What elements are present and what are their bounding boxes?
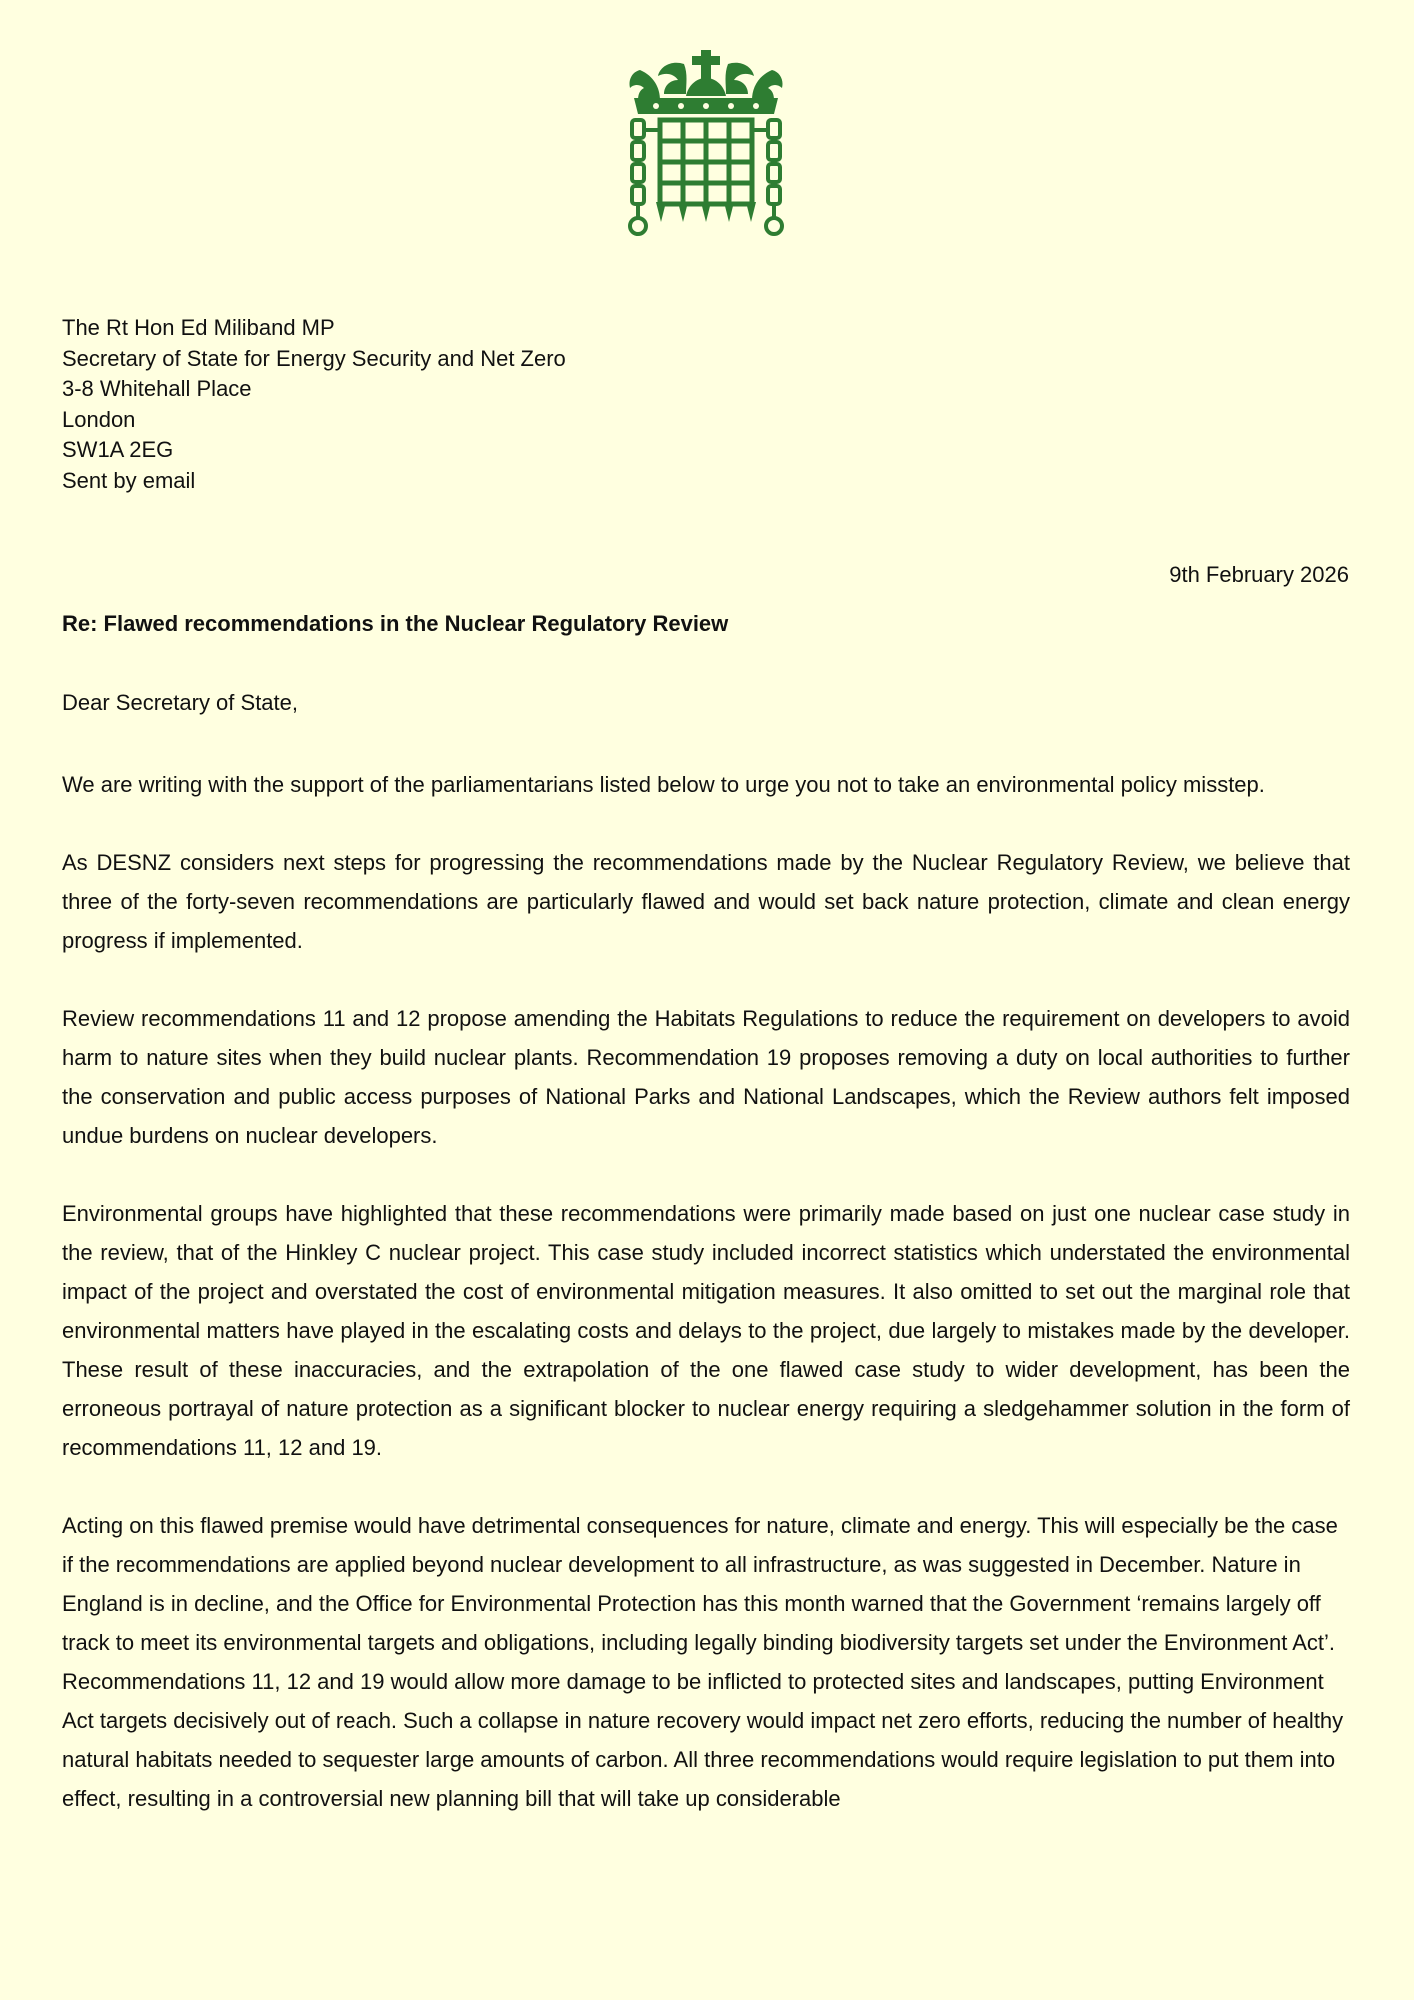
body-paragraph: As DESNZ considers next steps for progressing the recommendations made by the Nuclear Regulatory Review, we believe that three of the forty-seven recommendations are particularly flawed and would set back nature protection, climate and clean energy progress if implemented. [62,850,1350,953]
body-paragraph: Review recommendations 11 and 12 propose amending the Habitats Regulations to reduce the requirement on developers to avoid harm to nature sites when they build nuclear plants. Recommendation 19 proposes removing a duty on local authorities to further the conservation and public access purposes of National Parks and National Landscapes, which the Review authors felt imposed undue burdens on nuclear developers. [62,1006,1350,1148]
recipient-city: London [62,406,136,432]
body-paragraph: Environmental groups have highlighted that these recommendations were primarily made based on just one nuclear case study in the review, that of the Hinkley C nuclear project. This case study included incorrect statistics which understated the environmental impact of the project and overstated the cost of environmental mitigation measures. It also omitted to set out the marginal role that environmental matters have played in the escalating costs and delays to the project, due largely to mistakes made by the developer. These result of these inaccuracies, and the extrapolation of the one flawed case study to wider development, has been the erroneous portrayal of nature protection as a significant blocker to nuclear energy requiring a sledgehammer solution in the form of recommendations 11, 12 and 19. [62,1201,1350,1460]
delivery-method: Sent by email [62,467,196,493]
recipient-name: The Rt Hon Ed Miliband MP [62,315,335,340]
body-paragraph: We are writing with the support of the parliamentarians listed below to urge you not to take an environmental policy misstep. [62,772,1265,797]
portcullis-crest-icon [626,50,786,238]
recipient-street: 3-8 Whitehall Place [62,376,252,401]
recipient-address [62,313,566,496]
body-paragraph: Acting on this flawed premise would have detrimental consequences for nature, climate and energy. This will especially be the case if the recommendations are applied beyond nuclear development to all infrastructure, as was suggested in December. Nature in England is in decline, and the Office for Environmental Protection has this month warned that the Government ‘remains largely off track to meet its environmental targets and obligations, including legally binding biodiversity targets set under the Environment Act’. Recommendations 11, 12 and 19 would allow more damage to be inflicted to protected sites and landscapes, putting Environment Act targets decisively out of reach. Such a collapse in nature recovery would impact net zero efforts, reducing the number of healthy natural habitats needed to sequester large amounts of carbon. All three recommendations would require legislation to put them into effect, resulting in a controversial new planning bill that will take up considerable [62,1513,1344,1811]
letter-body [62,765,1350,1818]
recipient-title: Secretary of State for Energy Security and Net Zero [62,345,566,371]
letter-date: 9th February 2026 [1169,562,1349,587]
salutation: Dear Secretary of State, [62,690,298,715]
recipient-postcode: SW1A 2EG [62,437,174,462]
letter-subject: Re: Flawed recommendations in the Nuclear Regulatory Review [62,611,729,636]
